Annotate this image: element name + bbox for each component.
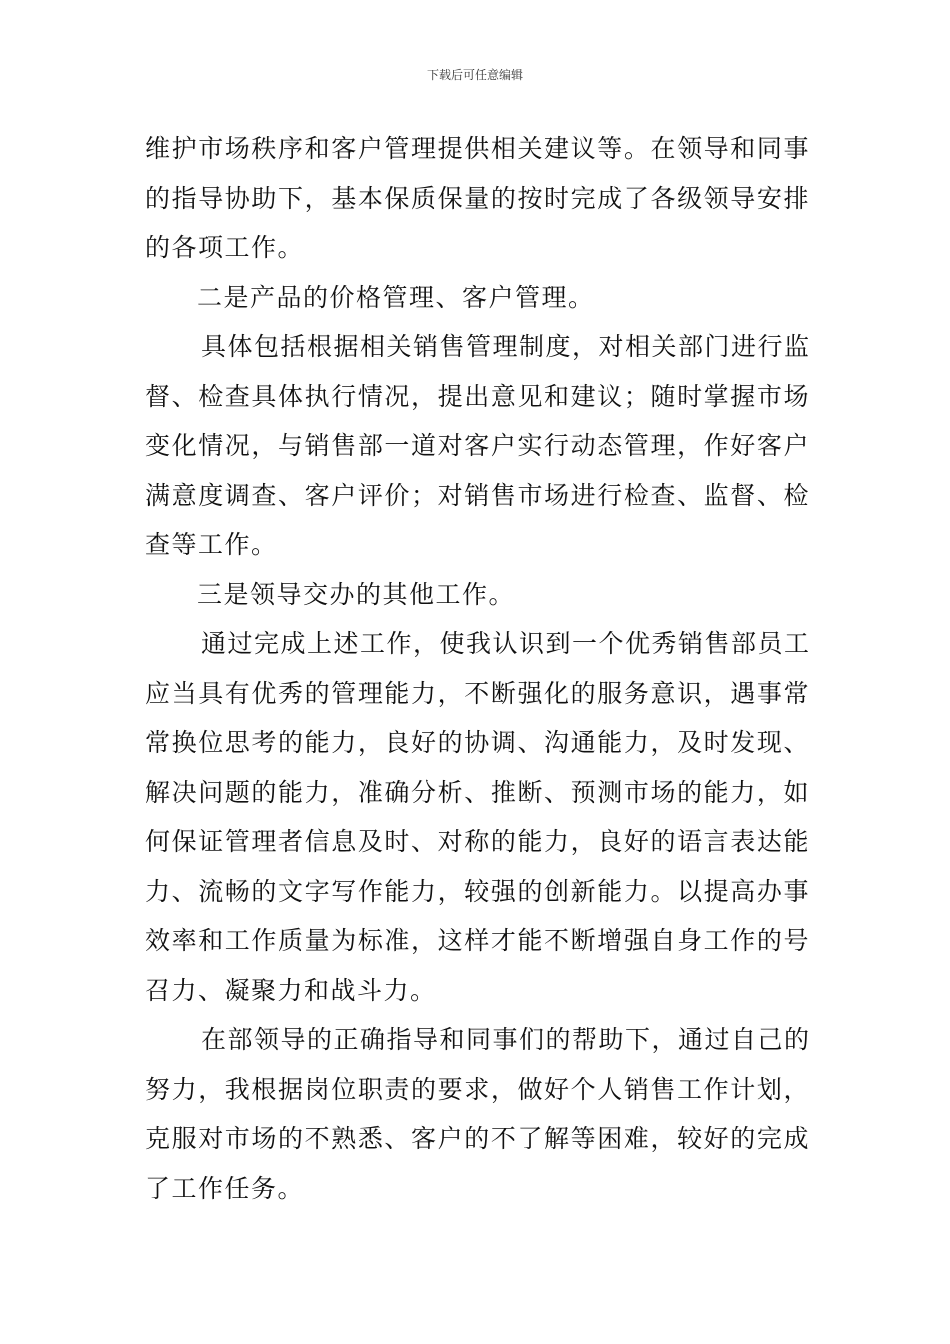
text-line: 了工作任务。 <box>145 1173 305 1203</box>
text-line: 力、流畅的文字写作能力，较强的创新能力。以提高办事 <box>145 876 810 906</box>
text-line: 二是产品的价格管理、客户管理。 <box>197 282 595 312</box>
document-body <box>145 124 810 1213</box>
text-line: 通过完成上述工作，使我认识到一个优秀销售部员工 <box>201 629 811 658</box>
text-line: 督、检查具体执行情况，提出意见和建议；随时掌握市场 <box>145 381 810 411</box>
text-line: 三是领导交办的其他工作。 <box>197 579 516 609</box>
text-line: 应当具有优秀的管理能力，不断强化的服务意识，遇事常 <box>145 678 810 708</box>
paragraph <box>145 273 810 323</box>
page-header: 下载后可任意编辑 <box>426 68 523 82</box>
text-line: 何保证管理者信息及时、对称的能力，良好的语言表达能 <box>145 827 810 856</box>
text-line: 克服对市场的不熟悉、客户的不了解等困难，较好的完成 <box>145 1124 810 1153</box>
paragraph <box>145 322 810 570</box>
text-line: 维护市场秩序和客户管理提供相关建议等。在领导和同事 <box>145 134 810 163</box>
text-line: 的指导协助下，基本保质保量的按时完成了各级领导安排 <box>145 183 810 213</box>
text-line: 解决问题的能力，准确分析、推断、预测市场的能力，如 <box>145 777 810 807</box>
text-line: 努力，我根据岗位职责的要求，做好个人销售工作计划， <box>145 1074 810 1104</box>
text-line: 的各项工作。 <box>145 233 305 262</box>
paragraph <box>145 124 810 273</box>
paragraph <box>145 1015 810 1213</box>
text-line: 召力、凝聚力和战斗力。 <box>145 975 437 1005</box>
text-line: 变化情况，与销售部一道对客户实行动态管理，作好客户 <box>145 431 810 460</box>
paragraph <box>145 570 810 620</box>
text-line: 满意度调查、客户评价；对销售市场进行检查、监督、检 <box>145 480 810 510</box>
text-line: 在部领导的正确指导和同事们的帮助下，通过自己的 <box>201 1025 811 1054</box>
text-line: 查等工作。 <box>145 530 278 559</box>
text-line: 常换位思考的能力，良好的协调、沟通能力，及时发现、 <box>145 728 810 757</box>
text-line: 效率和工作质量为标准，这样才能不断增强自身工作的号 <box>145 926 810 955</box>
paragraph <box>145 619 810 1015</box>
text-line: 具体包括根据相关销售管理制度，对相关部门进行监 <box>201 332 811 361</box>
